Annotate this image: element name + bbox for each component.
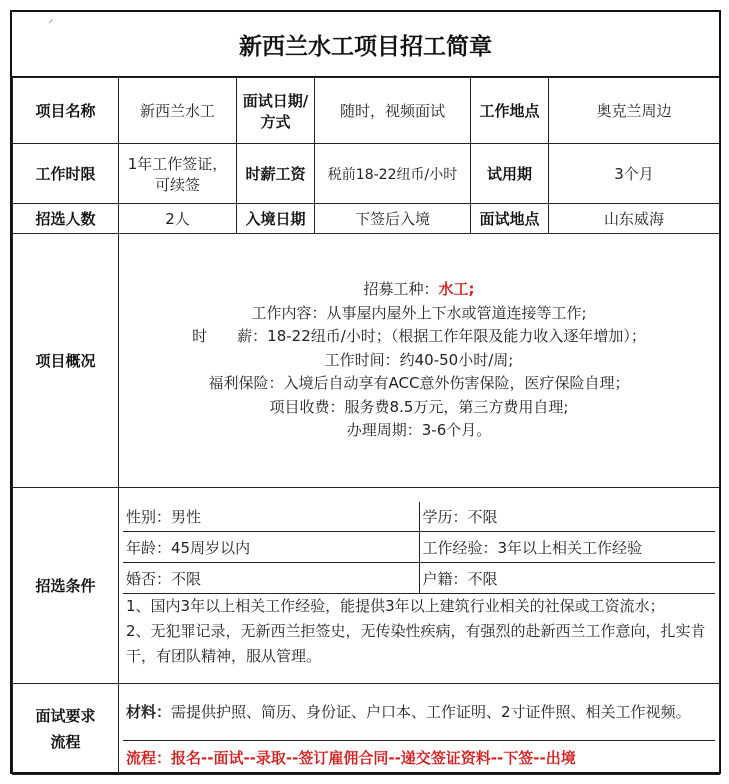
overview-label: 项目概况: [13, 234, 119, 488]
probation-value: 3个月: [549, 144, 720, 204]
overview-welfare: 福利保险：入境后自动享有ACC意外伤害保险，医疗保险自理；: [208, 374, 630, 393]
interview-place-value: 山东威海: [549, 204, 720, 234]
overview-hours: 工作时间：约40-50小时/周;: [324, 350, 514, 369]
headcount-value: 2人: [119, 204, 237, 234]
work-term-value: 1年工作签证，可续签: [119, 144, 237, 204]
overview-content: [119, 234, 720, 488]
conditions-label: 招选条件: [13, 488, 119, 684]
overview-wage: 时 薪：18-22纽币/小时；（根据工作年限及能力收入逐年增加）；: [192, 327, 646, 346]
info-table: [12, 77, 720, 775]
experience-value: 工作经验：3年以上相关工作经验: [419, 532, 715, 563]
marital-value: 婚否：不限: [123, 563, 419, 594]
interview-date-label: 面试日期/方式: [237, 78, 315, 144]
table-row: [13, 234, 720, 488]
project-name-value: 新西兰水工: [119, 78, 237, 144]
interview-table: [123, 685, 715, 774]
gender-value: 性别：男性: [123, 502, 419, 532]
work-location-label: 工作地点: [471, 78, 549, 144]
requirements: [123, 594, 715, 670]
table-row: [13, 78, 720, 144]
entry-date-label: 入境日期: [237, 204, 315, 234]
table-row: [13, 144, 720, 204]
interview-label: 面试要求流程: [13, 684, 119, 775]
overview-fee: 项目收费：服务费8.5万元，第三方费用自理;: [269, 397, 569, 416]
requirement-1: 1、国内3年以上相关工作经验，能提供3年以上建筑行业相关的社保或工资流水；: [126, 597, 665, 616]
work-location-value: 奥克兰周边: [549, 78, 720, 144]
materials: [123, 685, 715, 741]
recruitment-sheet: [10, 10, 721, 774]
table-row: [13, 684, 720, 775]
education-value: 学历：不限: [419, 502, 715, 532]
corner-mark-icon: ⸍: [48, 17, 54, 30]
conditions-content: [119, 488, 720, 684]
materials-label: 材料：: [126, 703, 172, 722]
table-row: [13, 204, 720, 234]
overview-period: 办理周期：3-6个月。: [346, 421, 492, 440]
hukou-value: 户籍：不限: [419, 563, 715, 594]
age-value: 年龄：45周岁以内: [123, 532, 419, 563]
hourly-wage-label: 时薪工资: [237, 144, 315, 204]
probation-label: 试用期: [471, 144, 549, 204]
table-row: [13, 488, 720, 684]
interview-place-label: 面试地点: [471, 204, 549, 234]
interview-date-value: 随时，视频面试: [315, 78, 471, 144]
work-term-label: 工作时限: [13, 144, 119, 204]
requirement-2: 2、无犯罪记录，无新西兰拒签史，无传染性疾病，有强烈的赴新西兰工作意向，扎实肯干，有团队精神，服从管理。: [126, 622, 706, 666]
process-flow: 流程：报名--面试--录取--签订雇佣合同--递交签证资料--下签--出境: [123, 741, 715, 774]
page-title: 新西兰水工项目招工简章: [12, 12, 719, 77]
overview-work-content: 工作内容：从事屋内屋外上下水或管道连接等工作;: [251, 303, 587, 322]
project-name-label: 项目名称: [13, 78, 119, 144]
interview-content: [119, 684, 720, 775]
overview-trade: 招募工种：水工;: [363, 280, 475, 299]
materials-value: 需提供护照、简历、身份证、户口本、工作证明、2寸证件照、相关工作视频。: [171, 703, 691, 722]
entry-date-value: 下签后入境: [315, 204, 471, 234]
headcount-label: 招选人数: [13, 204, 119, 234]
overview-trade-value: 水工;: [438, 280, 475, 299]
conditions-table: [123, 502, 715, 670]
hourly-wage-value: 税前18-22纽币/小时: [315, 144, 471, 204]
